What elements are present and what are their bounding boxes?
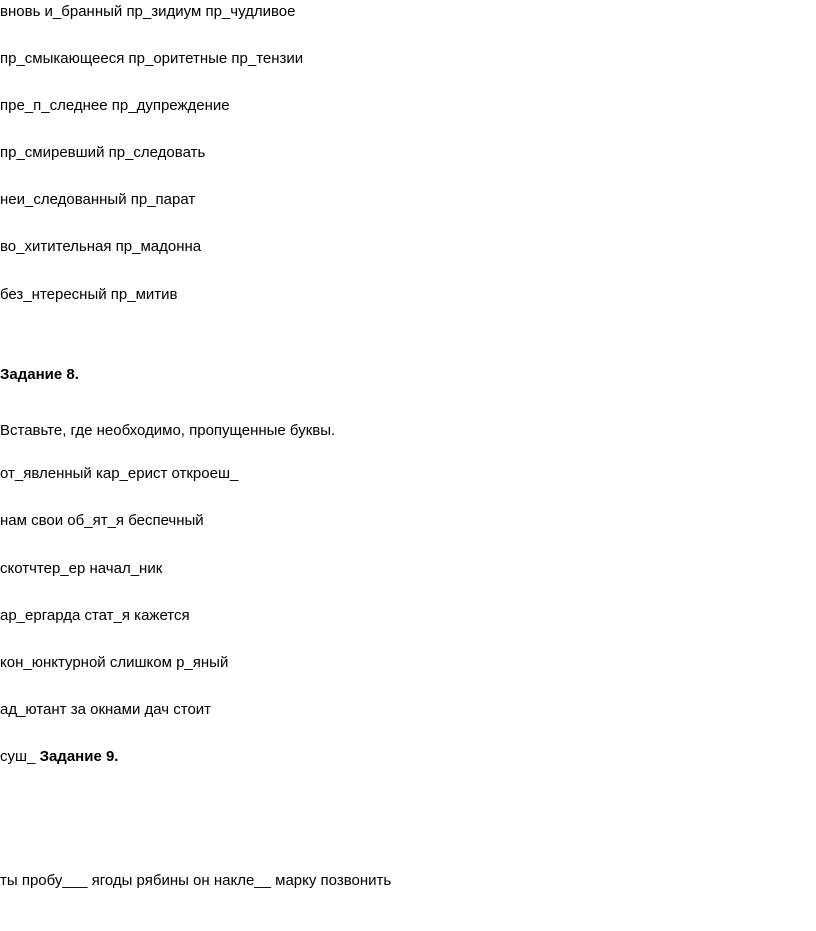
task7-line-1: вновь и_бранный пр_зидиум пр_чудливое [0, 3, 296, 20]
task8-instruction: Вставьте, где необходимо, пропущенные буквы. [0, 422, 336, 439]
task8-line-2: нам свои об_ят_я беспечный [0, 512, 204, 529]
task8-last-line-start: суш_ [0, 748, 36, 765]
task7-line-3: пре_п_следнее пр_дупреждение [0, 97, 230, 114]
task7-line-2: пр_смыкающееся пр_оритетные пр_тензии [0, 50, 304, 67]
task9-line: ты пробу___ ягоды рябины он накле__ марку позвонить [0, 872, 392, 889]
task9-heading: Задание 9. [39, 748, 119, 765]
task7-line-5: неи_следованный пр_парат [0, 191, 196, 208]
task8-task9-line [0, 747, 118, 767]
task8-heading: Задание 8. [0, 366, 79, 383]
task8-line-1: от_явленный кар_ерист откроеш_ [0, 465, 239, 482]
task7-line-7: без_нтересный пр_митив [0, 286, 178, 303]
task7-line-6: во_хитительная пр_мадонна [0, 238, 202, 255]
task8-line-5: кон_юнктурной слишком р_яный [0, 654, 229, 671]
task7-line-4: пр_смиревший пр_следовать [0, 144, 206, 161]
task8-line-4: ар_ергарда стат_я кажется [0, 607, 190, 624]
task8-line-3: скотчтер_ер начал_ник [0, 560, 163, 577]
task8-line-6: ад_ютант за окнами дач стоит [0, 701, 212, 718]
